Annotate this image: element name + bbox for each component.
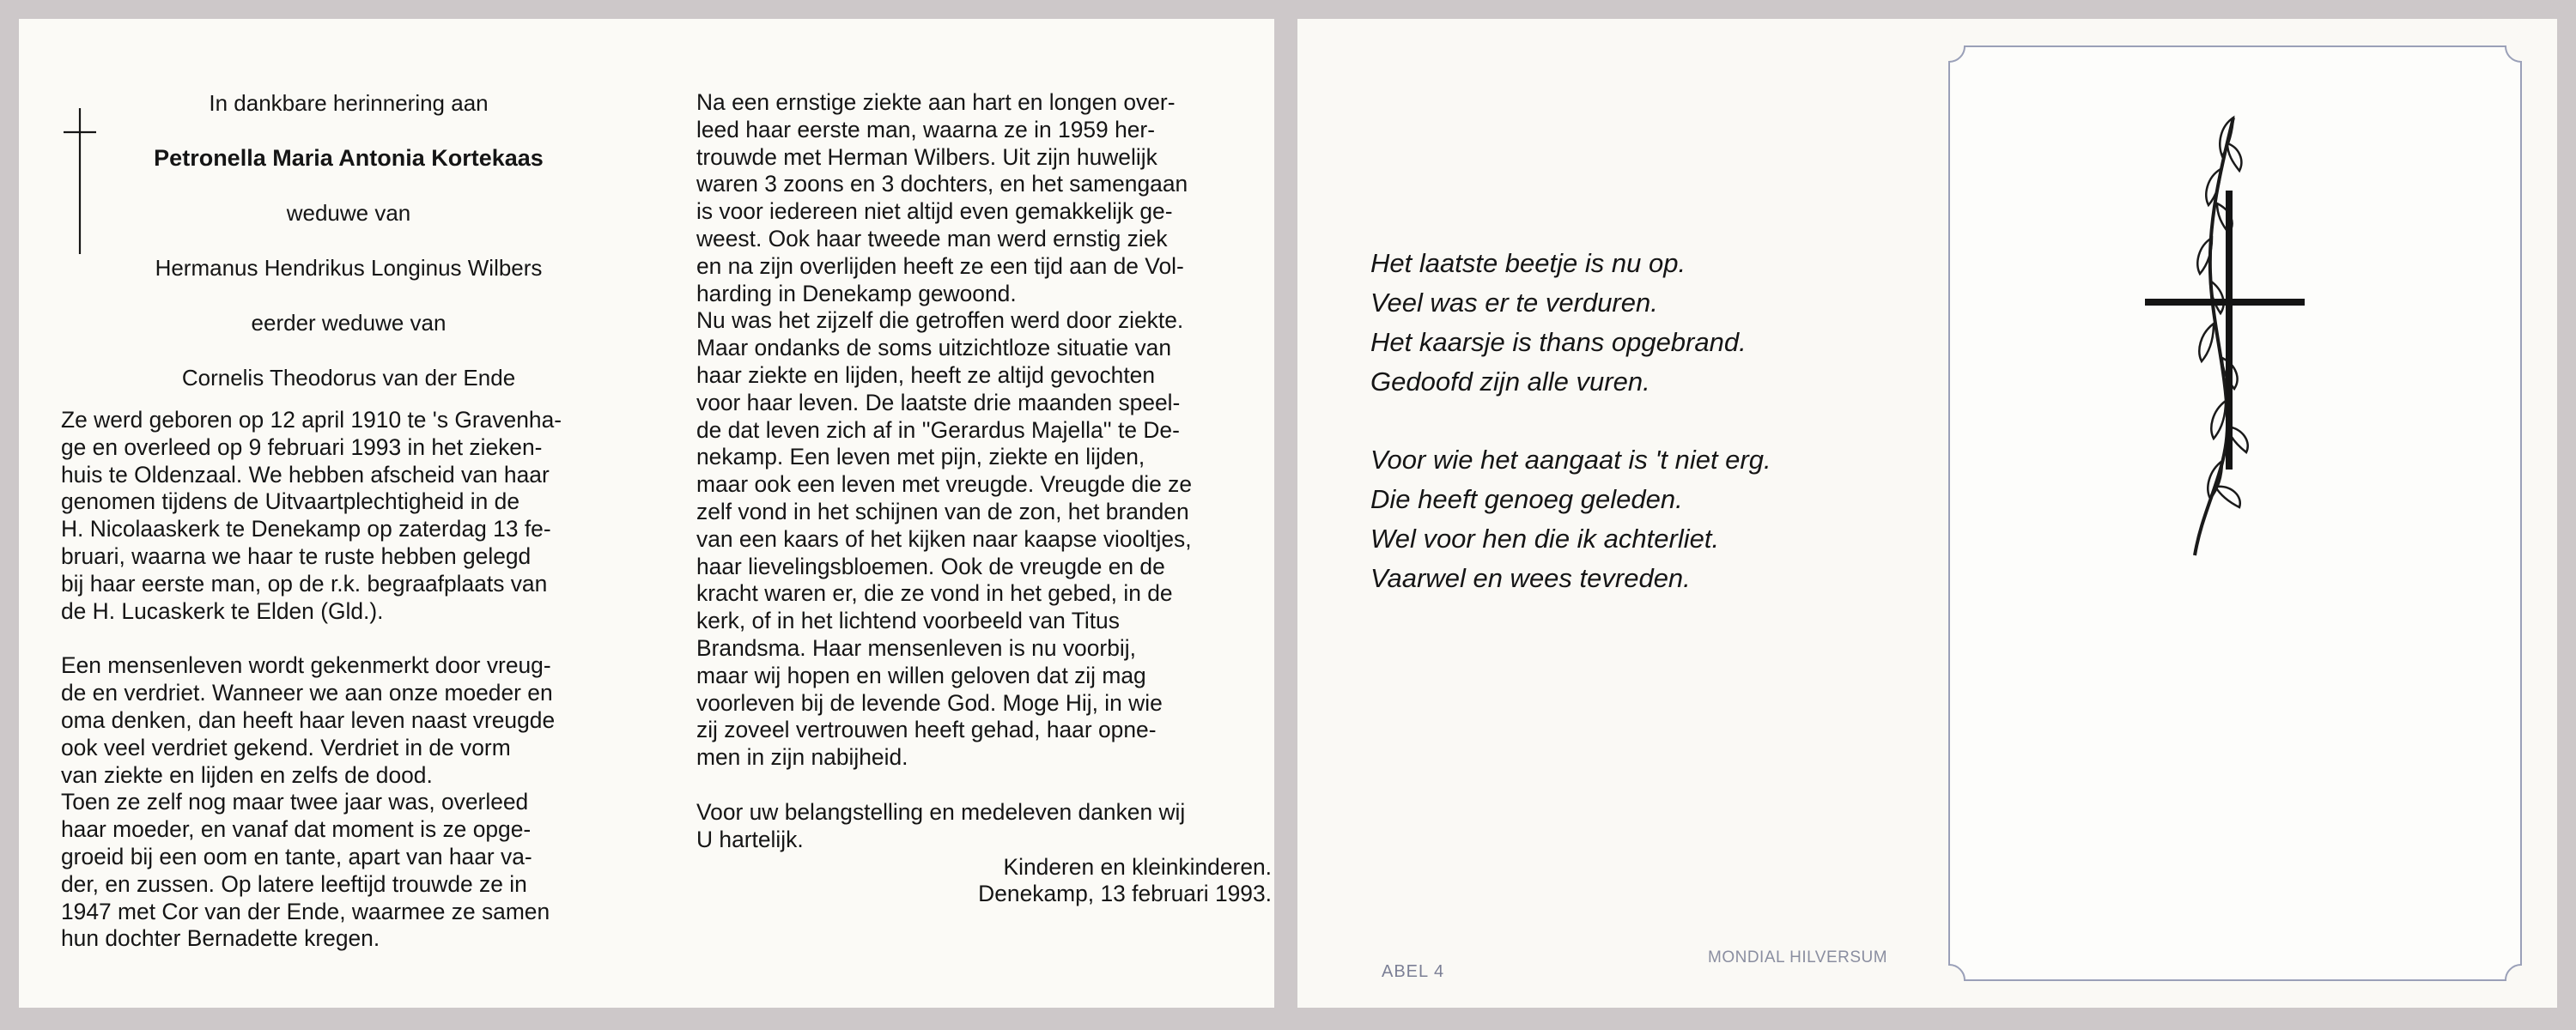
text-line: der, en zussen. Op latere leeftijd trouwde ze in: [61, 870, 527, 897]
text-line: bij haar eerste man, op de r.k. begraafplaats van: [61, 570, 548, 597]
text-line: harding in Denekamp gewoond.: [696, 280, 1017, 306]
text-line: trouwde met Herman Wilbers. Uit zijn huwelijk: [696, 143, 1157, 170]
closing-signature: Kinderen en kleinkinderen.: [1003, 853, 1272, 880]
text-line: genomen tijdens de Uitvaartplechtigheid in de: [61, 488, 520, 515]
text-line: weest. Ook haar tweede man werd ernstig ziek: [696, 225, 1168, 251]
text-line: Toen ze zelf nog maar twee jaar was, overleed: [61, 789, 529, 815]
text-line: ge en overleed op 9 februari 1993 in het zieken-: [61, 433, 543, 460]
text-line: waren 3 zoons en 3 dochters, en het samengaan: [696, 171, 1188, 197]
text-line: oma denken, dan heeft haar leven naast vreugde: [61, 706, 556, 733]
biography-paragraph-3: [696, 89, 1272, 772]
poem-stanza-1: [1370, 244, 1903, 402]
text-column-right: [696, 89, 1272, 908]
text-line: de H. Lucaskerk te Elden (Gld.).: [61, 597, 384, 624]
text-line: en na zijn overlijden heeft ze een tijd aan de Vol-: [696, 252, 1184, 279]
poem-line: Wel voor hen die ik achterliet.: [1370, 524, 1720, 554]
text-line: huis te Oldenzaal. We hebben afscheid van haar: [61, 461, 550, 488]
text-line: voorleven bij de levende God. Moge Hij, in wie: [696, 689, 1163, 716]
text-line: kracht waren er, die ze vond in het gebed, in de: [696, 580, 1173, 607]
text-line: haar lievelingsbloemen. Ook de vreugde en de: [696, 553, 1165, 579]
text-line: Ze werd geboren op 12 april 1910 te 's Gravenha-: [61, 407, 562, 433]
earlier-widow-label: eerder weduwe van: [251, 310, 447, 336]
text-line: Maar ondanks de soms uitzichtloze situatie van: [696, 335, 1172, 361]
text-line: haar ziekte en lijden, heeft ze altijd gevochten: [696, 361, 1156, 388]
biography-paragraph-2: [61, 652, 636, 953]
text-line: leed haar eerste man, waarna ze in 1959 her-: [696, 116, 1155, 142]
deceased-name: Petronella Maria Antonia Kortekaas: [154, 145, 544, 171]
text-line: de en verdriet. Wanneer we aan onze moeder en: [61, 680, 553, 706]
text-line: Nu was het zijzelf die getroffen werd door ziekte.: [696, 307, 1184, 334]
biography-paragraph-1: [61, 407, 636, 625]
text-line: is voor iedereen niet altijd even gemakkelijk ge-: [696, 198, 1173, 225]
poem-line: Veel was er te verduren.: [1370, 288, 1658, 318]
text-line: van een kaars of het kijken naar kaapse viooltjes,: [696, 525, 1192, 552]
text-line: kerk, of in het lichtend voorbeeld van Titus: [696, 608, 1120, 634]
text-line: voor haar leven. De laatste drie maanden speel-: [696, 389, 1181, 415]
poem-line: Die heeft genoeg geleden.: [1370, 484, 1683, 514]
printer-code: ABEL 4: [1382, 962, 1445, 981]
text-column-left: [61, 89, 636, 953]
printer-name: MONDIAL HILVERSUM: [1708, 948, 1888, 966]
text-line: Na een ernstige ziekte aan hart en longen over-: [696, 89, 1176, 115]
widow-of-label: weduwe van: [286, 200, 411, 226]
text-line: groeid bij een oom en tante, apart van haar va-: [61, 843, 532, 869]
first-spouse-name: Cornelis Theodorus van der Ende: [181, 365, 516, 391]
card-left-page: [19, 19, 1274, 1008]
text-line: maar ook een leven met vreugde. Vreugde die ze: [696, 471, 1193, 498]
text-line: ook veel verdriet gekend. Verdriet in de vorm: [61, 734, 511, 760]
text-line: Brandsma. Haar mensenleven is nu voorbij,: [696, 634, 1136, 661]
text-line: hun dochter Bernadette kregen.: [61, 925, 380, 952]
poem-line: Het laatste beetje is nu op.: [1370, 248, 1686, 278]
poem-line: Gedoofd zijn alle vuren.: [1370, 367, 1650, 397]
memorial-intro: In dankbare herinnering aan: [209, 90, 489, 116]
text-line: 1947 met Cor van der Ende, waarmee ze samen: [61, 898, 550, 924]
text-line: H. Nicolaaskerk te Denekamp op zaterdag 13 fe-: [61, 516, 551, 542]
text-line: bruari, waarna we haar te ruste hebben gelegd: [61, 542, 532, 569]
poem-line: Voor wie het aangaat is 't niet erg.: [1370, 445, 1771, 475]
text-line: Een mensenleven wordt gekenmerkt door vreug-: [61, 652, 551, 679]
text-line: de dat leven zich af in ''Gerardus Majella'' te De-: [696, 416, 1180, 443]
card-right-page: [1297, 19, 2557, 1008]
poem-stanza-2: [1370, 440, 1903, 598]
text-line: men in zijn nabijheid.: [696, 744, 908, 771]
text-line: haar moeder, en vanaf dat moment is ze opge-: [61, 816, 532, 843]
poem-line: Vaarwel en wees tevreden.: [1370, 563, 1691, 593]
thanks-paragraph: [696, 799, 1272, 854]
memorial-poem: [1370, 244, 1903, 637]
text-line: van ziekte en lijden en zelfs de dood.: [61, 761, 433, 788]
text-line: nekamp. Een leven met pijn, ziekte en lijden,: [696, 444, 1145, 470]
poem-line: Het kaarsje is thans opgebrand.: [1370, 327, 1747, 357]
text-line: maar wij hopen en willen geloven dat zij mag: [696, 662, 1146, 688]
place-and-date: Denekamp, 13 februari 1993.: [978, 881, 1272, 907]
cross-with-branch-icon: [2143, 109, 2306, 564]
text-line: Voor uw belangstelling en medeleven danken wij: [696, 798, 1186, 825]
text-line: zelf vond in het schijnen van de zon, het branden: [696, 498, 1189, 524]
spouse-name: Hermanus Hendrikus Longinus Wilbers: [155, 255, 543, 281]
text-line: U hartelijk.: [696, 826, 804, 852]
text-line: zij zoveel vertrouwen heeft gehad, haar opne-: [696, 717, 1157, 743]
